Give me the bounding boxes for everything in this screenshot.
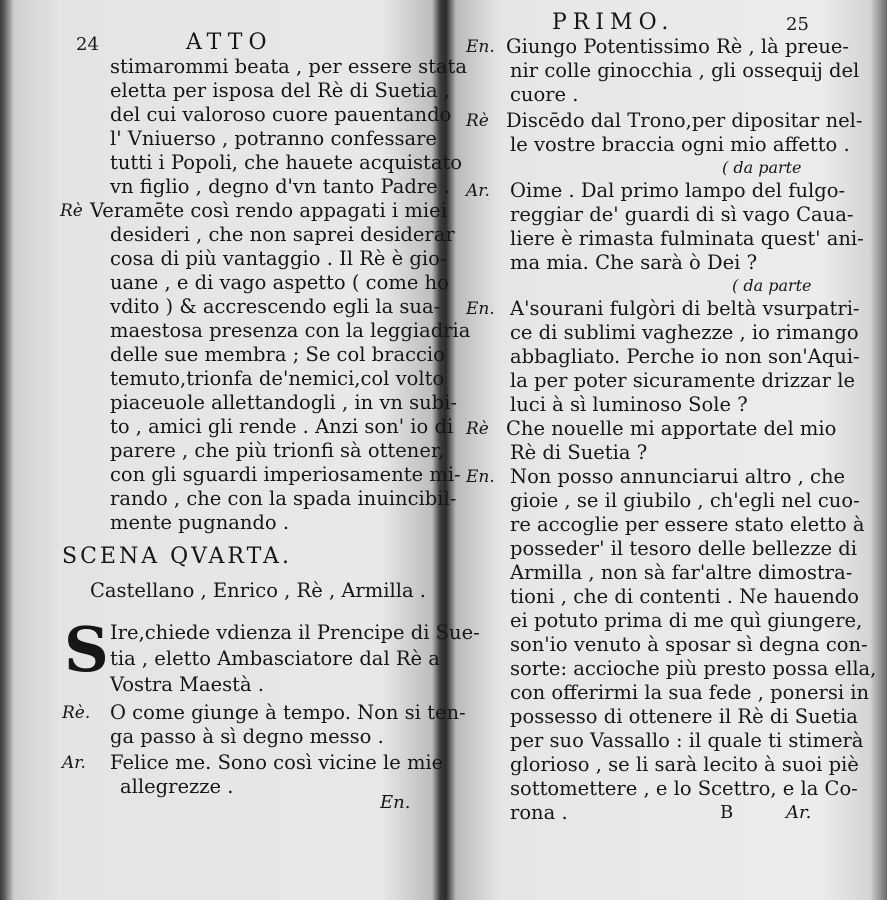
text-line: per suo Vassallo : il quale ti stimerà	[510, 729, 864, 752]
text-line: ga passo à sì degno messo .	[110, 725, 384, 748]
speaker-label: Ar.	[62, 753, 86, 773]
text-line: sottomettere , e lo Scettro, e la Co-	[510, 777, 858, 800]
text-line: glorioso , se li sarà lecito à suoi piè	[510, 753, 859, 776]
text-line: reggiar de' guardi di sì vago Caua-	[510, 203, 854, 226]
text-line: son'io venuto à sposar sì degna con-	[510, 633, 868, 656]
text-line: con offerirmi la sua fede , ponersi in	[510, 681, 870, 704]
text-line: uane , e di vago aspetto ( come ho	[110, 271, 449, 294]
text-line: posseder' il tesoro delle bellezze di	[510, 537, 858, 560]
text-line: temuto,trionfa de'nemici,col volto	[110, 367, 445, 390]
text-line: vn figlio , degno d'vn tanto Padre .	[110, 175, 451, 198]
stage-direction: ( da parte	[732, 276, 812, 295]
text-line: piaceuole allettandogli , in vn subi-	[110, 391, 457, 414]
text-line: le vostre braccia ogni mio affetto .	[510, 133, 850, 156]
text-line: rando , che con la spada inuincibil-	[110, 487, 457, 510]
text-line: Discēdo dal Trono,per dipositar nel-	[506, 109, 863, 132]
speaker-label: En.	[466, 37, 495, 57]
speaker-label: Ar.	[466, 181, 490, 201]
text-line: mente pugnando .	[110, 511, 290, 534]
text-line: l' Vniuerso , potranno confessare	[110, 127, 437, 150]
text-line: Giungo Potentissimo Rè , là preue-	[506, 35, 850, 58]
page-number: 24	[76, 34, 99, 55]
left-page	[10, 0, 480, 900]
speaker-label: En.	[466, 467, 495, 487]
text-line: O come giunge à tempo. Non si ten-	[110, 701, 466, 724]
signature-mark: B	[720, 802, 734, 823]
text-line: Oime . Dal primo lampo del fulgo-	[510, 179, 846, 202]
speaker-label: Rè.	[62, 703, 91, 723]
character-list: Castellano , Enrico , Rè , Armilla .	[90, 579, 426, 602]
text-line: delle sue membra ; Se col braccio	[110, 343, 445, 366]
text-line: maestosa presenza con la leggiadria	[110, 319, 471, 342]
text-line: vdito ) & accrescendo egli la sua-	[110, 295, 441, 318]
text-line: cuore .	[510, 83, 579, 106]
text-line: to , amici gli rende . Anzi son' io di	[110, 415, 454, 438]
text-line: abbagliato. Perche io non son'Aqui-	[510, 345, 860, 368]
text-line: cosa di più vantaggio . Il Rè è gio-	[110, 247, 447, 270]
text-line: Veramēte così rendo appagati i miei	[90, 199, 447, 222]
text-line: Rè di Suetia ?	[510, 441, 648, 464]
text-line: allegrezze .	[120, 775, 234, 798]
text-line: luci à sì luminoso Sole ?	[510, 393, 748, 416]
text-line: Felice me. Sono così vicine le mie	[110, 751, 444, 774]
text-line: gioie , se il giubilo , ch'egli nel cuo-	[510, 489, 860, 512]
speaker-label: Rè	[60, 201, 83, 221]
text-line: re accoglie per essere stato eletto à	[510, 513, 865, 536]
text-line: Armilla , non sà far'altre dimostra-	[510, 561, 853, 584]
text-line: Che nouelle mi apportate del mio	[506, 417, 837, 440]
text-line: ce di sublimi vaghezze , io rimango	[510, 321, 859, 344]
speaker-label: Rè	[466, 419, 489, 439]
text-line: con gli sguardi imperiosamente mi-	[110, 463, 461, 486]
text-line: A'sourani fulgòri di beltà vsurpatri-	[510, 297, 860, 320]
running-head: ATTO	[186, 30, 273, 55]
running-head: PRIMO.	[552, 10, 675, 35]
text-line: tutti i Popoli, che hauete acquistato	[110, 151, 463, 174]
text-line: possesso di ottenere il Rè di Suetia	[510, 705, 858, 728]
text-line: Vostra Maestà .	[110, 673, 265, 696]
text-line: rona .	[510, 801, 568, 824]
right-page	[452, 0, 882, 900]
speaker-label: En.	[466, 299, 495, 319]
text-line: ei potuto prima di me quì giungere,	[510, 609, 863, 632]
stage-direction: ( da parte	[722, 158, 802, 177]
text-line: la per poter sicuramente drizzar le	[510, 369, 856, 392]
scene-title: SCENA QVARTA.	[62, 544, 292, 569]
text-line: ma mia. Che sarà ò Dei ?	[510, 251, 758, 274]
text-line: parere , che più trionfi sà ottener,	[110, 439, 445, 462]
page-number: 25	[786, 14, 809, 35]
text-line: nir colle ginocchia , gli ossequij del	[510, 59, 860, 82]
text-line: sorte: accioche più presto possa ella,	[510, 657, 877, 680]
text-line: Ire,chiede vdienza il Prencipe di Sue-	[110, 621, 480, 644]
text-line: eletta per isposa del Rè di Suetia ,	[110, 79, 451, 102]
text-line: desideri , che non saprei desiderar	[110, 223, 455, 246]
text-line: tia , eletto Ambasciatore dal Rè a	[110, 647, 440, 670]
text-line: liere è rimasta fulminata quest' ani-	[510, 227, 864, 250]
speaker-label: Rè	[466, 111, 489, 131]
drop-cap: S	[64, 613, 109, 686]
text-line: Non posso annunciarui altro , che	[510, 465, 846, 488]
catchword: En.	[380, 792, 411, 813]
text-line: del cui valoroso cuore pauentando	[110, 103, 452, 126]
text-line: stimarommi beata , per essere stata	[110, 55, 468, 78]
text-line: tioni , che di contenti . Ne hauendo	[510, 585, 860, 608]
catchword: Ar.	[786, 802, 812, 823]
